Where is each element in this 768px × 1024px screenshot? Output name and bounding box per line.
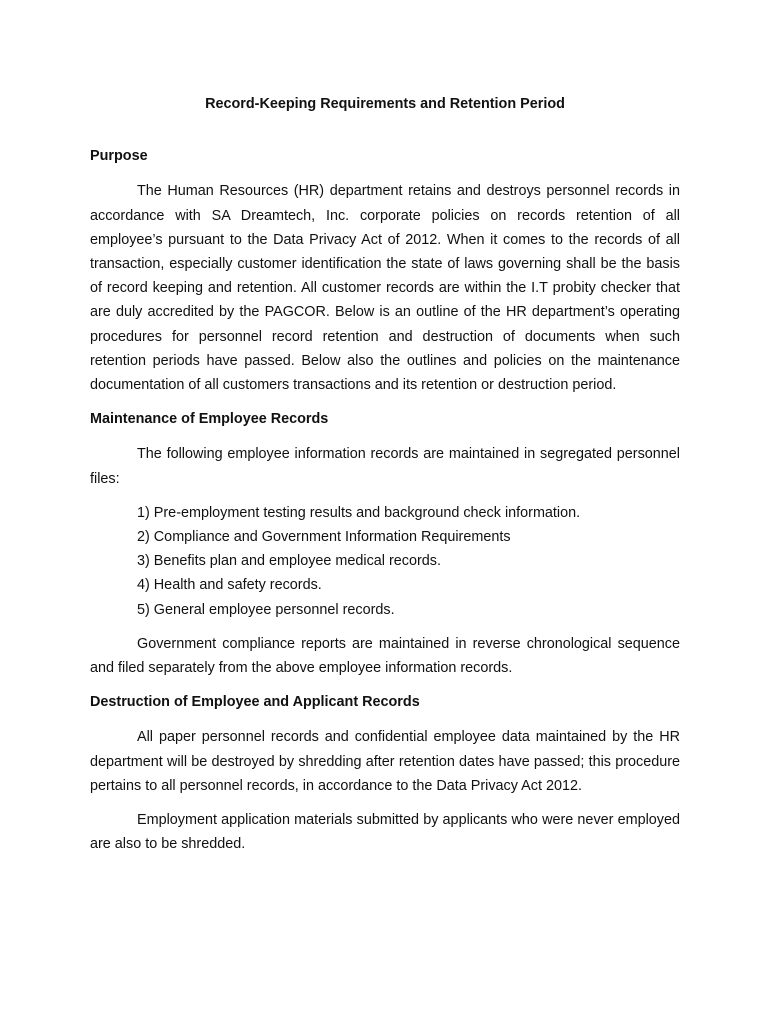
destruction-paragraph-2: Employment application materials submitted by applicants who were never employed are also to be shredded. bbox=[90, 812, 680, 853]
employee-records-list bbox=[137, 501, 680, 622]
document-title: Record-Keeping Requirements and Retention Period bbox=[205, 96, 565, 112]
section-heading-destruction: Destruction of Employee and Applicant Records bbox=[90, 694, 420, 711]
destruction-paragraph-1: All paper personnel records and confidential employee data maintained by the HR department will be destroyed by shredding after retention dates have passed; this procedure pertains to all personnel records, in accordance to the Data Privacy Act 2012. bbox=[90, 729, 680, 794]
purpose-paragraph: The Human Resources (HR) department retains and destroys personnel records in accordance with SA Dreamtech, Inc. corporate policies on records retention of all employee’s pursuant to the Data Privacy Act of 2012. When it comes to the records of all transaction, especially customer identification the state of laws governing shall be the basis of record keeping and retention. All customer records are within the I.T probity checker that are duly accredited by the PAGCOR. Below is an outline of the HR department’s operating procedures for personnel record retention and destruction of documents when such retention periods have passed. Below also the outlines and policies on the maintenance documentation of all customers transactions and its retention or destruction period. bbox=[90, 183, 680, 394]
list-item: 1) Pre-employment testing results and background check information. bbox=[137, 504, 581, 521]
list-item: 3) Benefits plan and employee medical records. bbox=[137, 553, 441, 570]
section-heading-purpose: Purpose bbox=[90, 148, 148, 165]
document-page bbox=[90, 92, 680, 866]
list-item: 4) Health and safety records. bbox=[137, 577, 322, 594]
list-item: 2) Compliance and Government Information Requirements bbox=[137, 529, 511, 546]
maintenance-intro-paragraph: The following employee information records are maintained in segregated personnel files: bbox=[90, 446, 680, 487]
list-item: 5) General employee personnel records. bbox=[137, 601, 395, 618]
maintenance-closing-paragraph: Government compliance reports are maintained in reverse chronological sequence and filed separately from the above employee information records. bbox=[90, 635, 680, 677]
section-heading-maintenance: Maintenance of Employee Records bbox=[90, 411, 329, 428]
